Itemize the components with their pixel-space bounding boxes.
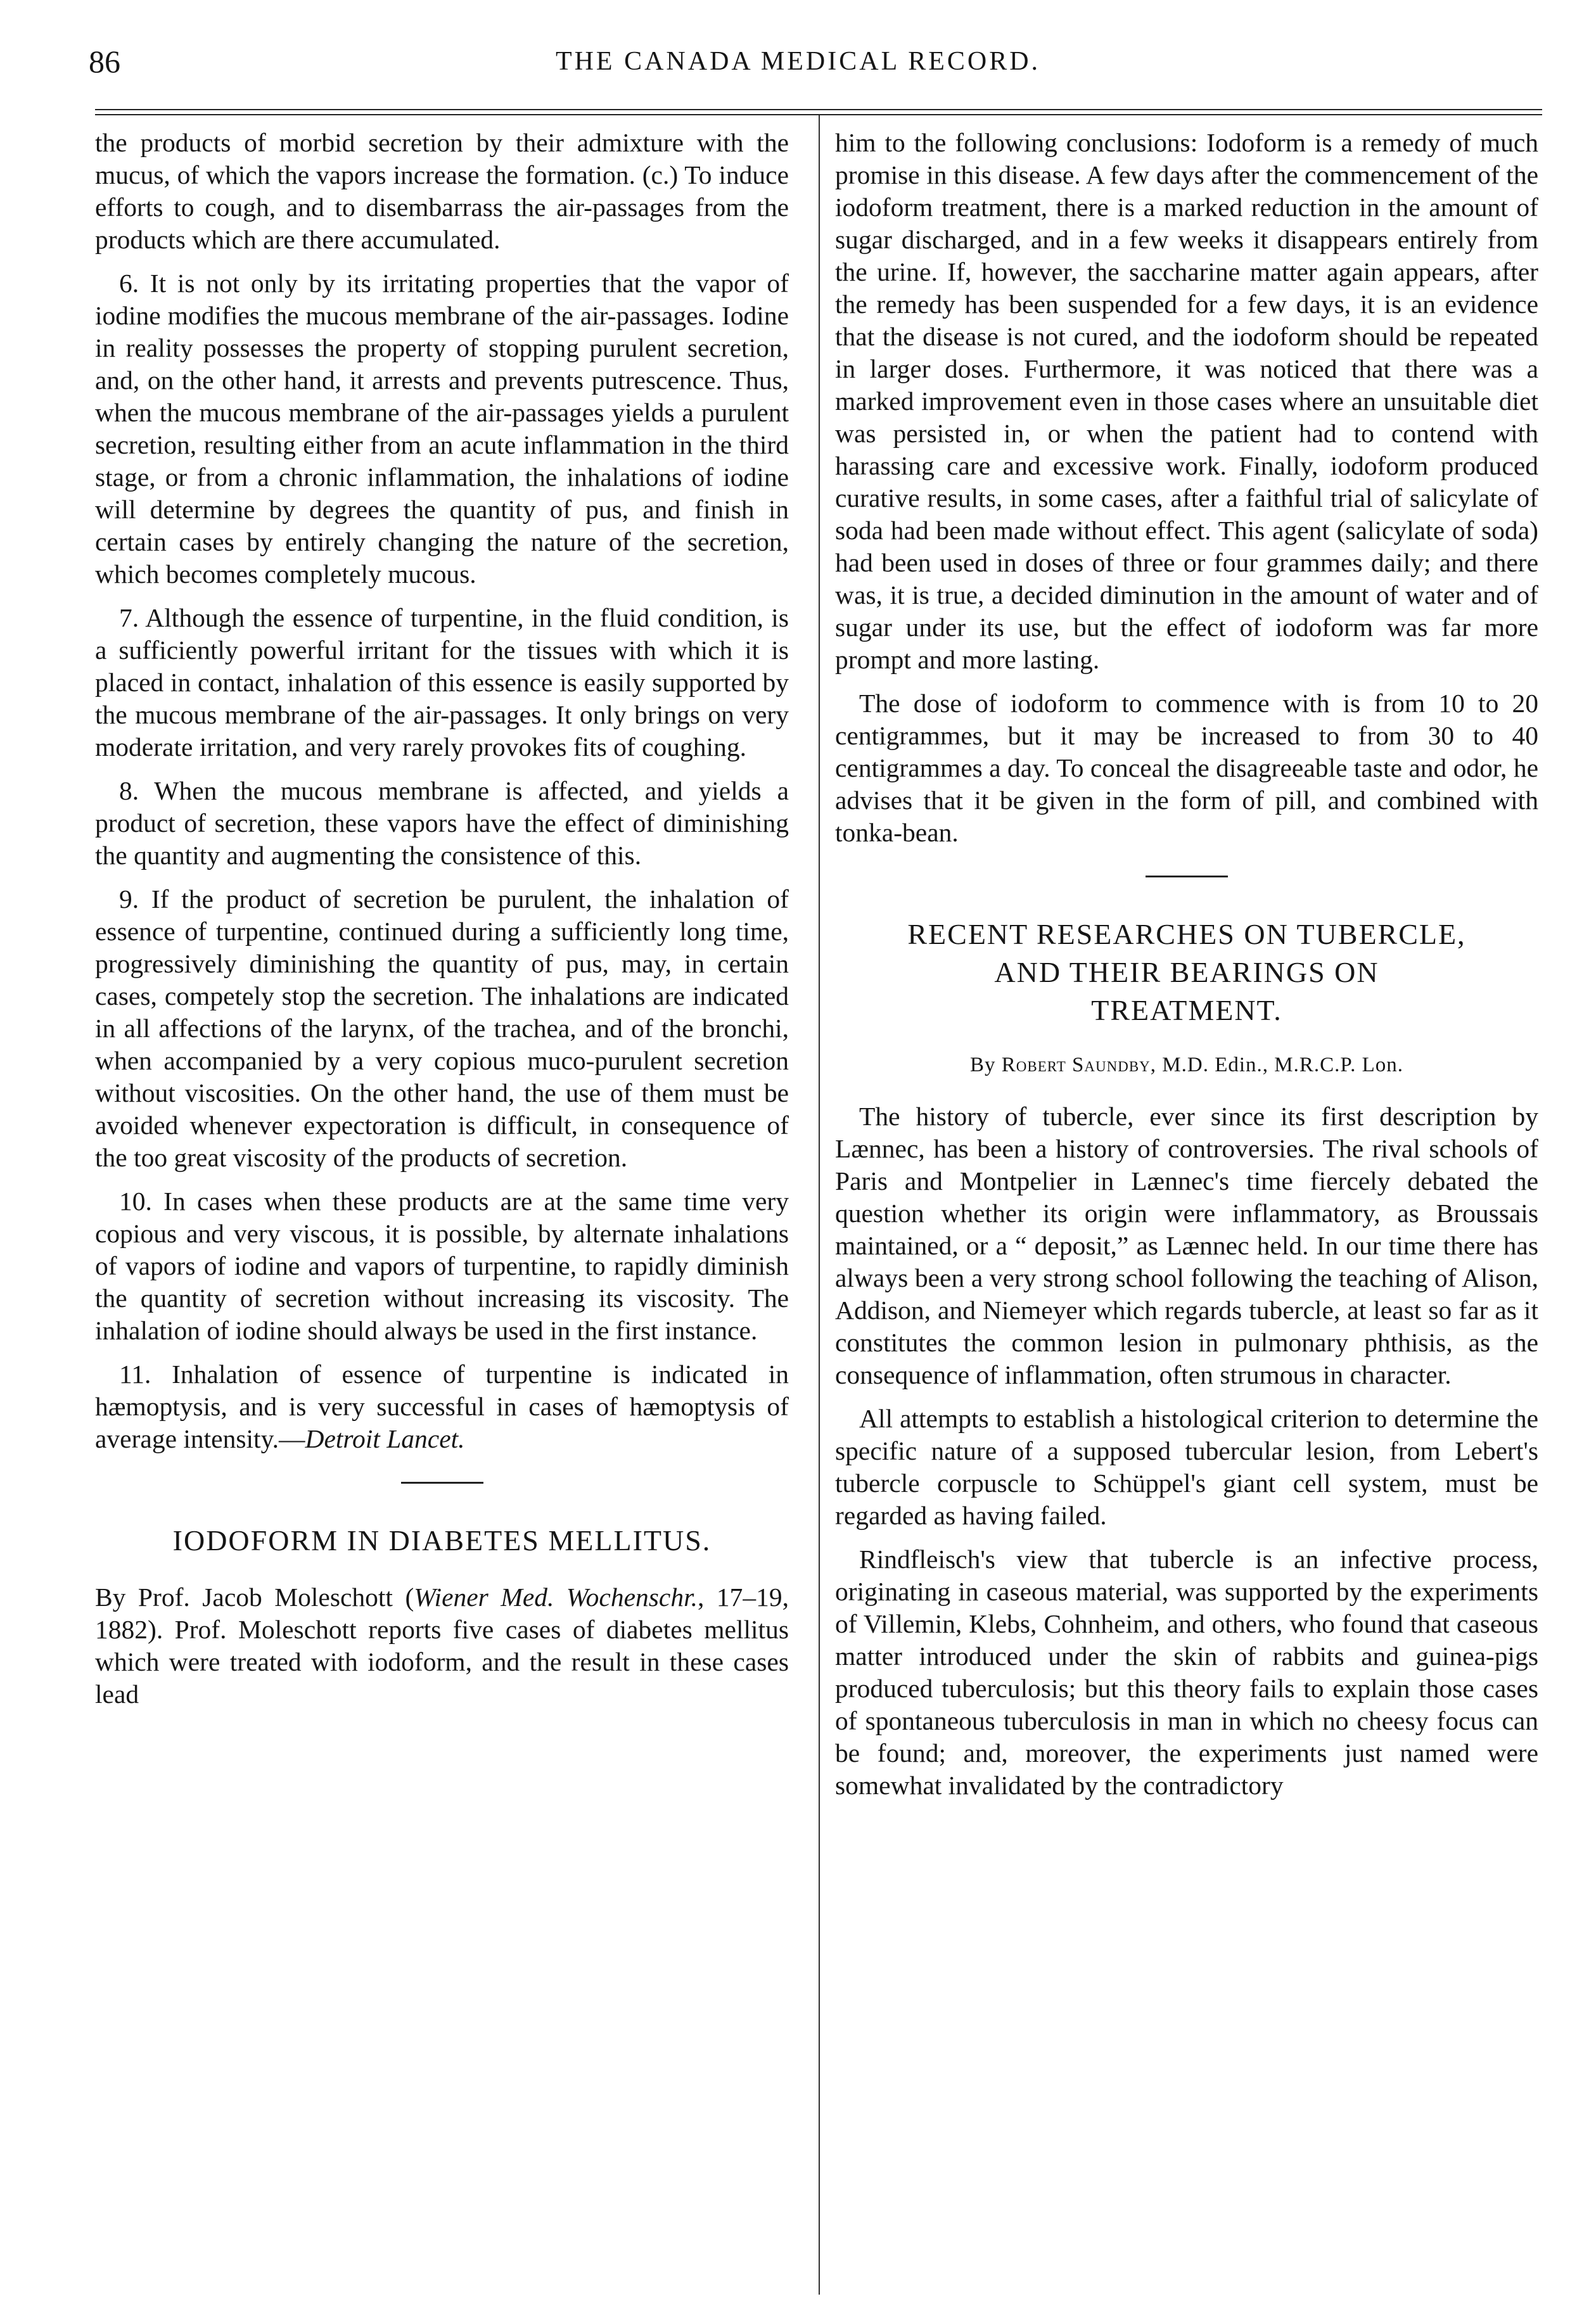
title-line: RECENT RESEARCHES ON TUBERCLE, bbox=[907, 918, 1466, 950]
paragraph: the products of morbid secretion by their admixture with the mucus, of which the vapors increase the formation. (c.) To induce efforts to cough, and to disembarrass the air-passages from the products which are there accumulated. bbox=[95, 128, 789, 254]
citation-source: Detroit Lancet. bbox=[305, 1424, 465, 1453]
section-separator bbox=[1146, 876, 1228, 877]
left-column bbox=[95, 127, 789, 1722]
paragraph: 8. When the mucous membrane is affected, and yields a product of secretion, these vapors have the effect of diminishing the quantity and augmenting the consistence of this. bbox=[95, 776, 789, 870]
article-intro bbox=[95, 1581, 789, 1711]
right-column bbox=[835, 127, 1538, 1813]
title-line: TREATMENT. bbox=[1091, 994, 1282, 1026]
running-title: THE CANADA MEDICAL RECORD. bbox=[555, 47, 1041, 76]
page-number: 86 bbox=[89, 44, 120, 79]
author-byline bbox=[835, 1051, 1538, 1079]
intro-text: By Prof. Jacob Moleschott ( bbox=[95, 1583, 414, 1612]
header-rule bbox=[95, 109, 1542, 110]
paragraph: Rindfleisch's view that tubercle is an infective process, originating in caseous material, was supported by the experiments of Villemin, Klebs, Cohnheim, and others, who found that caseous matter introduced under the skin of rabbits and guinea-pigs produced tuberculosis; but this theory fails to explain those cases of spontaneous tuberculosis in man in which no cheesy focus can be found; and, moreover, the experiments just named were somewhat invalidated by the contradictory bbox=[835, 1545, 1538, 1800]
paragraph: All attempts to establish a histological criterion to determine the specific nature of a supposed tubercular lesion, from Lebert's tubercle corpuscle to Schüppel's giant cell system, must be regarded as having failed. bbox=[835, 1404, 1538, 1530]
journal-name: Wiener Med. Wochenschr. bbox=[414, 1583, 698, 1612]
article-title-tubercle bbox=[835, 915, 1538, 1029]
author-name: Robert Saundby, bbox=[1001, 1054, 1157, 1076]
column-divider bbox=[819, 115, 820, 2295]
author-credentials: M.D. Edin., M.R.C.P. Lon. bbox=[1162, 1054, 1403, 1076]
title-line: AND THEIR BEARINGS ON bbox=[994, 956, 1379, 988]
paragraph: 9. If the product of secretion be purulent, the inhalation of essence of turpentine, continued during a sufficiently long time, progressively diminishing the quantity of pus, may, in certain cases, competely stop the secretion. The inhalations are indicated in all affections of the larynx, of the trachea, and of the bronchi, when accompanied by a very copious muco-purulent secretion without viscosities. On the other hand, the use of them must be avoided whenever expectoration is difficult, in consequence of the too great viscosity of the products of secretion. bbox=[95, 884, 789, 1172]
paragraph: him to the following conclusions: Iodoform is a remedy of much promise in this disease. A few days after the commencement of the iodoform treatment, there is a marked reduction in the amount of sugar discharged, and in a few weeks it disappears entirely from the urine. If, however, the saccharine matter again appears, after the remedy has been suspended for a few days, it is an evidence that the disease is not cured, and the iodoform should be repeated in larger doses. Furthermore, it was noticed that there was a marked improvement even in those cases where an unsuitable diet was persisted in, or when the patient had to contend with harassing care and excessive work. Finally, iodoform produced curative results, in some cases, after a faithful trial of salicylate of soda had been made without effect. This agent (salicylate of soda) had been used in doses of three or four grammes daily; and there was, it is true, a decided diminution in the amount of water and of sugar under its use, but the effect of iodoform was far more prompt and more lasting. bbox=[835, 128, 1538, 674]
paragraph-with-citation bbox=[95, 1358, 789, 1455]
paragraph: 7. Although the essence of turpentine, in the fluid condition, is a sufficiently powerful irritant for the tissues with which it is placed in contact, inhalation of this essence is easily supported by the mucous membrane of the air-passages. It only brings on very moderate irritation, and very rarely provokes fits of coughing. bbox=[95, 603, 789, 761]
page-header bbox=[89, 39, 1507, 84]
intro-continuation: , 17–19, 1882). Prof. Moleschott reports five cases of diabetes mellitus which were treated with iodoform, and the result in these cases lead bbox=[95, 1583, 789, 1709]
section-separator bbox=[401, 1482, 483, 1484]
paragraph: 6. It is not only by its irritating properties that the vapor of iodine modifies the mucous membrane of the air-passages. Iodine in reality possesses the property of stopping purulent secretion, and, on the other hand, it arrests and prevents putrescence. Thus, when the mucous membrane of the air-passages yields a purulent secretion, resulting either from an acute inflammation in the third stage, or from a chronic inflammation, the inhalations of iodine will determine by degrees the quantity of pus, and finish in certain cases by entirely changing the nature of the secretion, which becomes completely mucous. bbox=[95, 269, 789, 589]
paragraph: The history of tubercle, ever since its first description by Lænnec, has been a history of controversies. The rival schools of Paris and Montpelier in Lænnec's time fiercely debated the question whether its origin were inflammatory, as Broussais maintained, or a “ deposit,” as Lænnec held. In our time there has always been a very strong school following the teaching of Alison, Addison, and Niemeyer which regards tubercle, at least so far as it constitutes the common lesion in pulmonary phthisis, as the consequence of inflammation, often strumous in character. bbox=[835, 1102, 1538, 1389]
paragraph: 10. In cases when these products are at the same time very copious and very viscous, it is possible, by alternate inhalations of vapors of iodine and vapors of turpentine, to rapidly diminish the quantity of secretion without increasing its viscosity. The inhalation of iodine should always be used in the first instance. bbox=[95, 1187, 789, 1345]
paragraph: The dose of iodoform to commence with is from 10 to 20 centigrammes, but it may be increased to from 30 to 40 centigrammes a day. To conceal the disagreeable taste and odor, he advises that it be given in the form of pill, and combined with tonka-bean. bbox=[835, 689, 1538, 847]
paragraph-text: 11. Inhalation of essence of turpentine is indicated in hæmoptysis, and is very successful in cases of hæmoptysis of average intensity.— bbox=[95, 1360, 789, 1453]
article-title-iodoform: IODOFORM IN DIABETES MELLITUS. bbox=[172, 1524, 712, 1557]
byline-prefix: By bbox=[970, 1054, 996, 1076]
